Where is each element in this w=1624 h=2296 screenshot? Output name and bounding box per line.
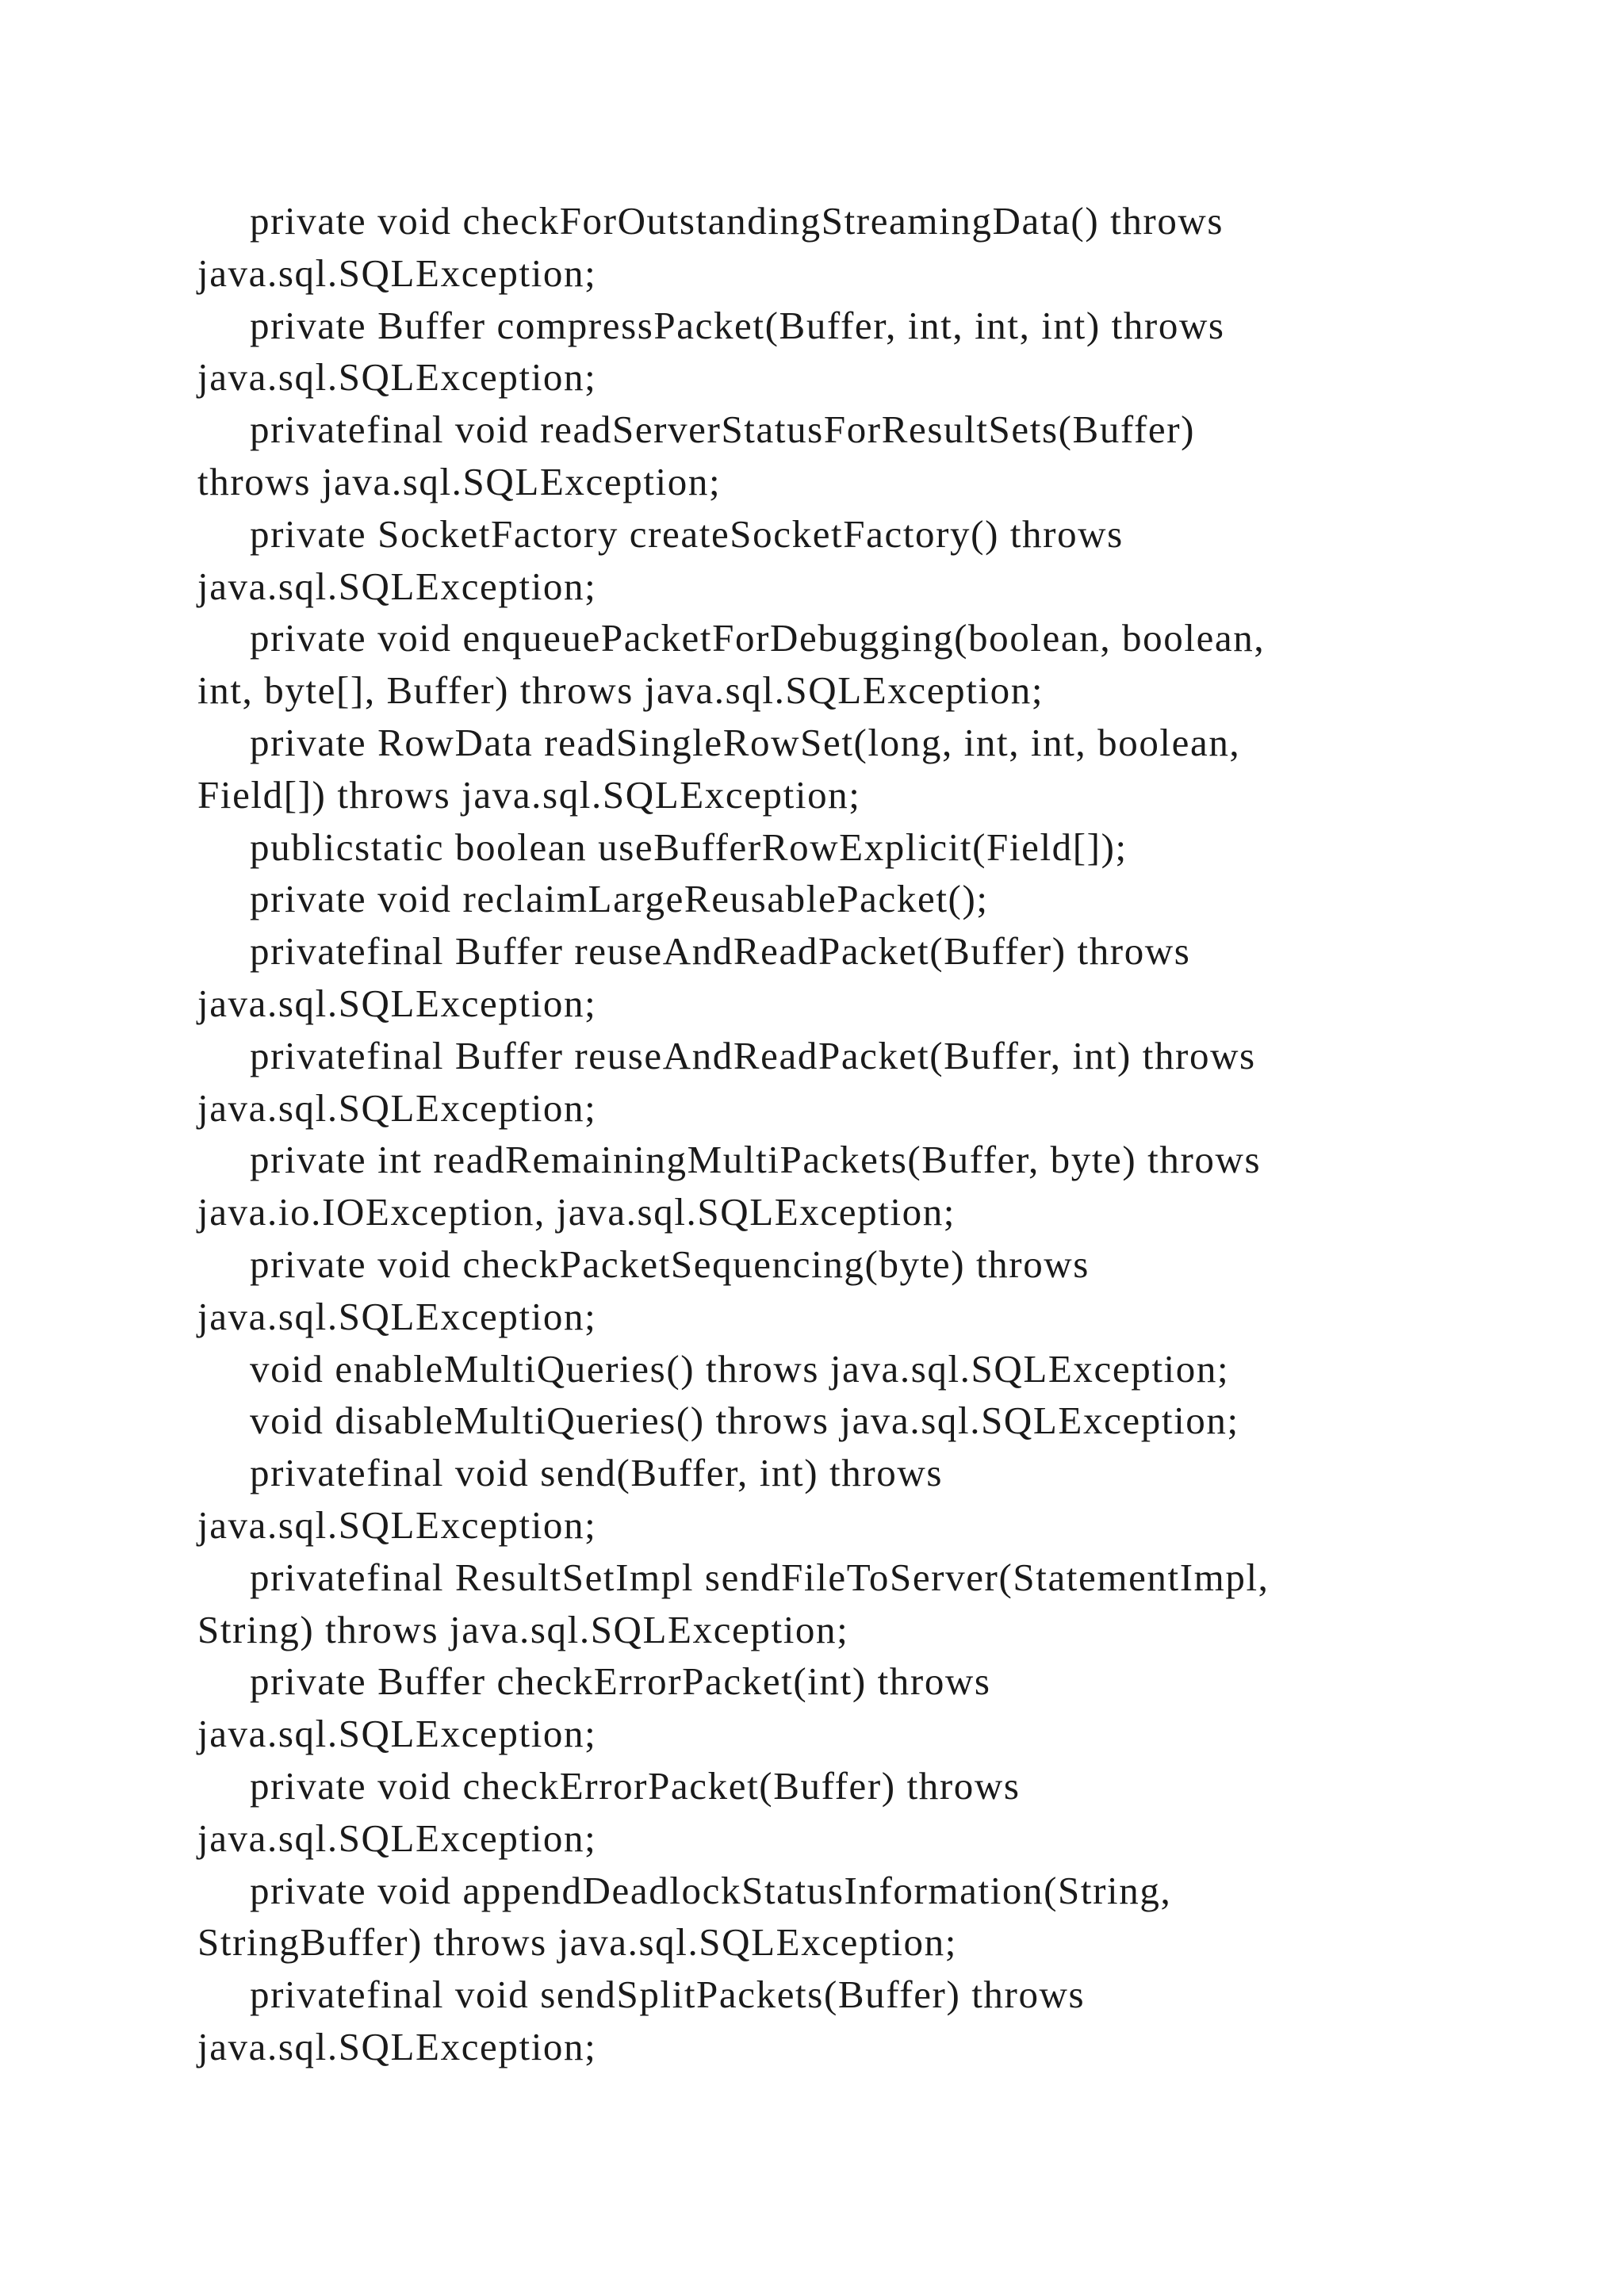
method-signature-line: private void reclaimLargeReusablePacket(); [250,877,989,921]
continuation-line: java.sql.SQLException; [197,564,597,608]
continuation-line: java.sql.SQLException; [197,355,597,400]
method-signature-line: publicstatic boolean useBufferRowExplicit(Field[]); [250,825,1128,869]
continuation-line: java.sql.SQLException; [197,1502,597,1547]
method-signature-line: void enableMultiQueries() throws java.sql.SQLException; [250,1346,1230,1391]
method-signature-line: private SocketFactory createSocketFactory() throws [250,511,1124,556]
continuation-line: java.sql.SQLException; [197,2024,597,2068]
method-signature-line: private void checkForOutstandingStreamingData() throws [250,199,1224,243]
continuation-line: int, byte[], Buffer) throws java.sql.SQLException; [197,668,1044,713]
method-signature-line: privatefinal void readServerStatusForResultSets(Buffer) [250,408,1196,452]
continuation-line: java.sql.SQLException; [197,1085,597,1130]
continuation-line: StringBuffer) throws java.sql.SQLException; [197,1920,957,1965]
method-signature-line: private void enqueuePacketForDebugging(boolean, boolean, [250,616,1266,660]
method-signature-line: privatefinal void sendSplitPackets(Buffer) throws [250,1973,1086,2017]
method-signature-line: privatefinal Buffer reuseAndReadPacket(Buffer) throws [250,929,1191,974]
continuation-line: java.sql.SQLException; [197,981,597,1025]
method-signature-line: private void checkErrorPacket(Buffer) throws [250,1763,1021,1808]
method-signature-line: private void appendDeadlockStatusInformation(String, [250,1868,1172,1912]
continuation-line: java.sql.SQLException; [197,251,597,295]
method-signature-line: private void checkPacketSequencing(byte) throws [250,1242,1090,1286]
continuation-line: java.io.IOException, java.sql.SQLException; [197,1190,956,1234]
continuation-line: java.sql.SQLException; [197,1816,597,1860]
method-signature-line: private int readRemainingMultiPackets(Buffer, byte) throws [250,1138,1262,1182]
continuation-line: throws java.sql.SQLException; [197,459,722,503]
method-signature-line: void disableMultiQueries() throws java.sql.SQLException; [250,1399,1239,1443]
code-listing [197,195,1466,2073]
continuation-line: String) throws java.sql.SQLException; [197,1607,849,1651]
method-signature-line: privatefinal Buffer reuseAndReadPacket(Buffer, int) throws [250,1033,1256,1077]
continuation-line: java.sql.SQLException; [197,1712,597,1756]
method-signature-line: private Buffer compressPacket(Buffer, int, int, int) throws [250,303,1225,347]
continuation-line: java.sql.SQLException; [197,1294,597,1338]
method-signature-line: privatefinal void send(Buffer, int) throws [250,1451,944,1495]
continuation-line: Field[]) throws java.sql.SQLException; [197,772,861,817]
method-signature-line: privatefinal ResultSetImpl sendFileToServer(StatementImpl, [250,1555,1270,1599]
method-signature-line: private RowData readSingleRowSet(long, int, int, boolean, [250,720,1241,764]
method-signature-line: private Buffer checkErrorPacket(int) throws [250,1659,991,1704]
